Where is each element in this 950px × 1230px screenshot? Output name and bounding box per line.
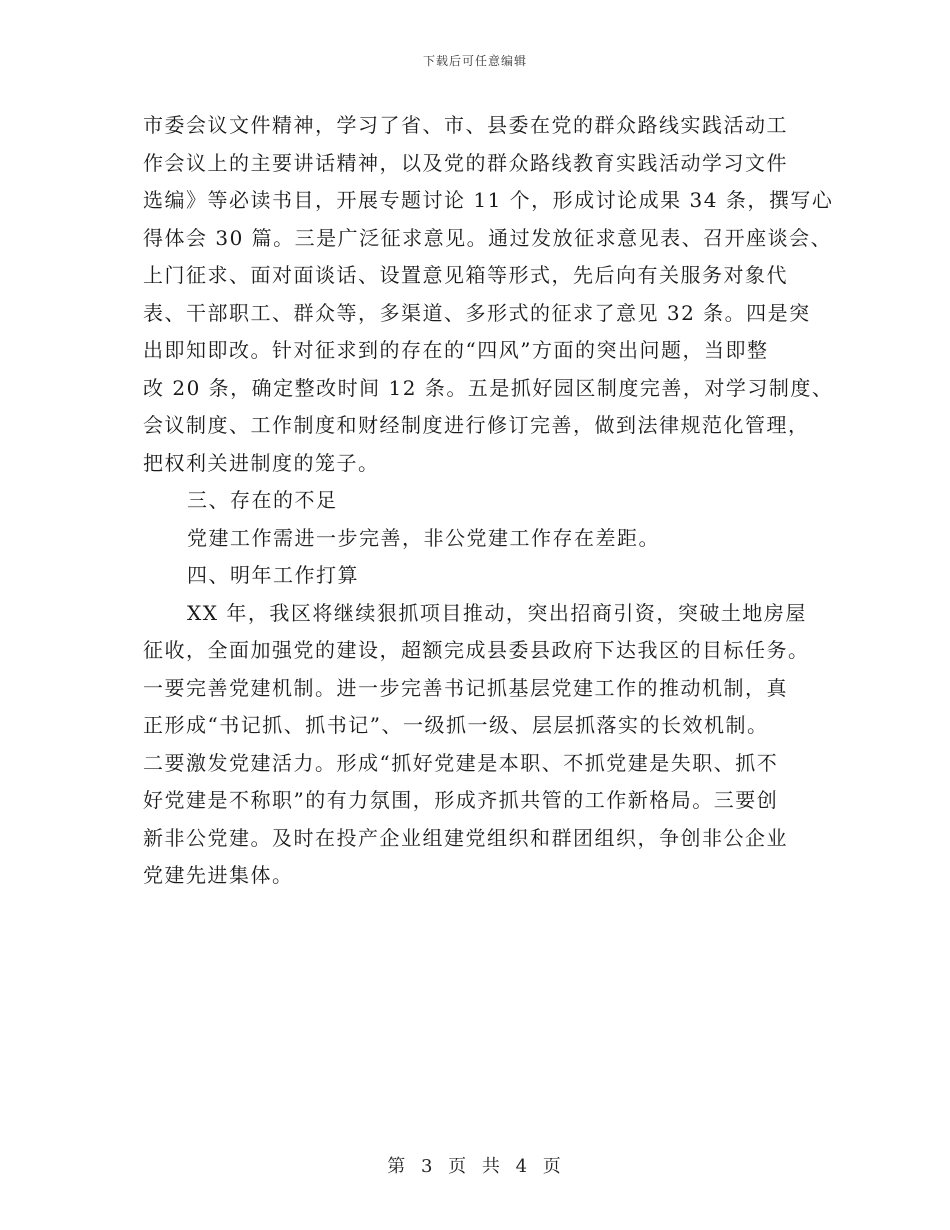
paragraph-line: 作会议上的主要讲话精神，以及党的群众路线教育实践活动学习文件 — [143, 150, 788, 175]
paragraph-line: 党建先进集体。 — [143, 863, 294, 887]
paragraph-line: 市委会议文件精神，学习了省、市、县委在党的群众路线实践活动工 — [143, 113, 788, 137]
paragraph-line: 改 20 条，确定整改时间 12 条。五是抓好园区制度完善，对学习制度、 — [143, 375, 834, 400]
header-note: 下载后可任意编辑 — [422, 54, 527, 68]
paragraph-line: 新非公党建。及时在投产企业组建党组织和群团组织，争创非公企业 — [143, 825, 788, 850]
paragraph-line: 出即知即改。针对征求到的存在的“四风”方面的突出问题，当即整 — [143, 338, 769, 362]
body-text — [143, 107, 834, 895]
paragraph-line: 二要激发党建活力。形成“抓好党建是本职、不抓党建是失职、抓不 — [143, 750, 779, 775]
paragraph-line: 党建工作需进一步完善，非公党建工作存在差距。 — [187, 525, 660, 550]
paragraph-line: XX 年，我区将继续狠抓项目推动，突出招商引资，突破土地房屋 — [187, 600, 807, 625]
paragraph-line: 表、干部职工、群众等，多渠道、多形式的征求了意见 32 条。四是突 — [143, 300, 811, 325]
paragraph-line: 把权利关进制度的笼子。 — [143, 450, 380, 475]
page-number-footer: 第 3 页 共 4 页 — [387, 1156, 563, 1177]
paragraph-line: 正形成“书记抓、抓书记”、一级抓一级、层层抓落实的长效机制。 — [143, 713, 769, 737]
paragraph-line: 好党建是不称职”的有力氛围，形成齐抓共管的工作新格局。三要创 — [143, 788, 779, 812]
section-heading: 三、存在的不足 — [187, 488, 338, 512]
paragraph-line: 得体会 30 篇。三是广泛征求意见。通过发放征求意见表、召开座谈会、 — [143, 225, 833, 250]
section-heading: 四、明年工作打算 — [187, 563, 359, 587]
paragraph-line: 一要完善党建机制。进一步完善书记抓基层党建工作的推动机制，真 — [143, 675, 788, 700]
paragraph-line: 会议制度、工作制度和财经制度进行修订完善，做到法律规范化管理， — [143, 413, 810, 437]
paragraph-line: 选编》等必读书目，开展专题讨论 11 个，形成讨论成果 34 条，撰写心 — [143, 188, 834, 212]
paragraph-line: 上门征求、面对面谈话、设置意见箱等形式，先后向有关服务对象代 — [143, 263, 788, 287]
paragraph-line: 征收，全面加强党的建设，超额完成县委县政府下达我区的目标任务。 — [143, 638, 810, 662]
